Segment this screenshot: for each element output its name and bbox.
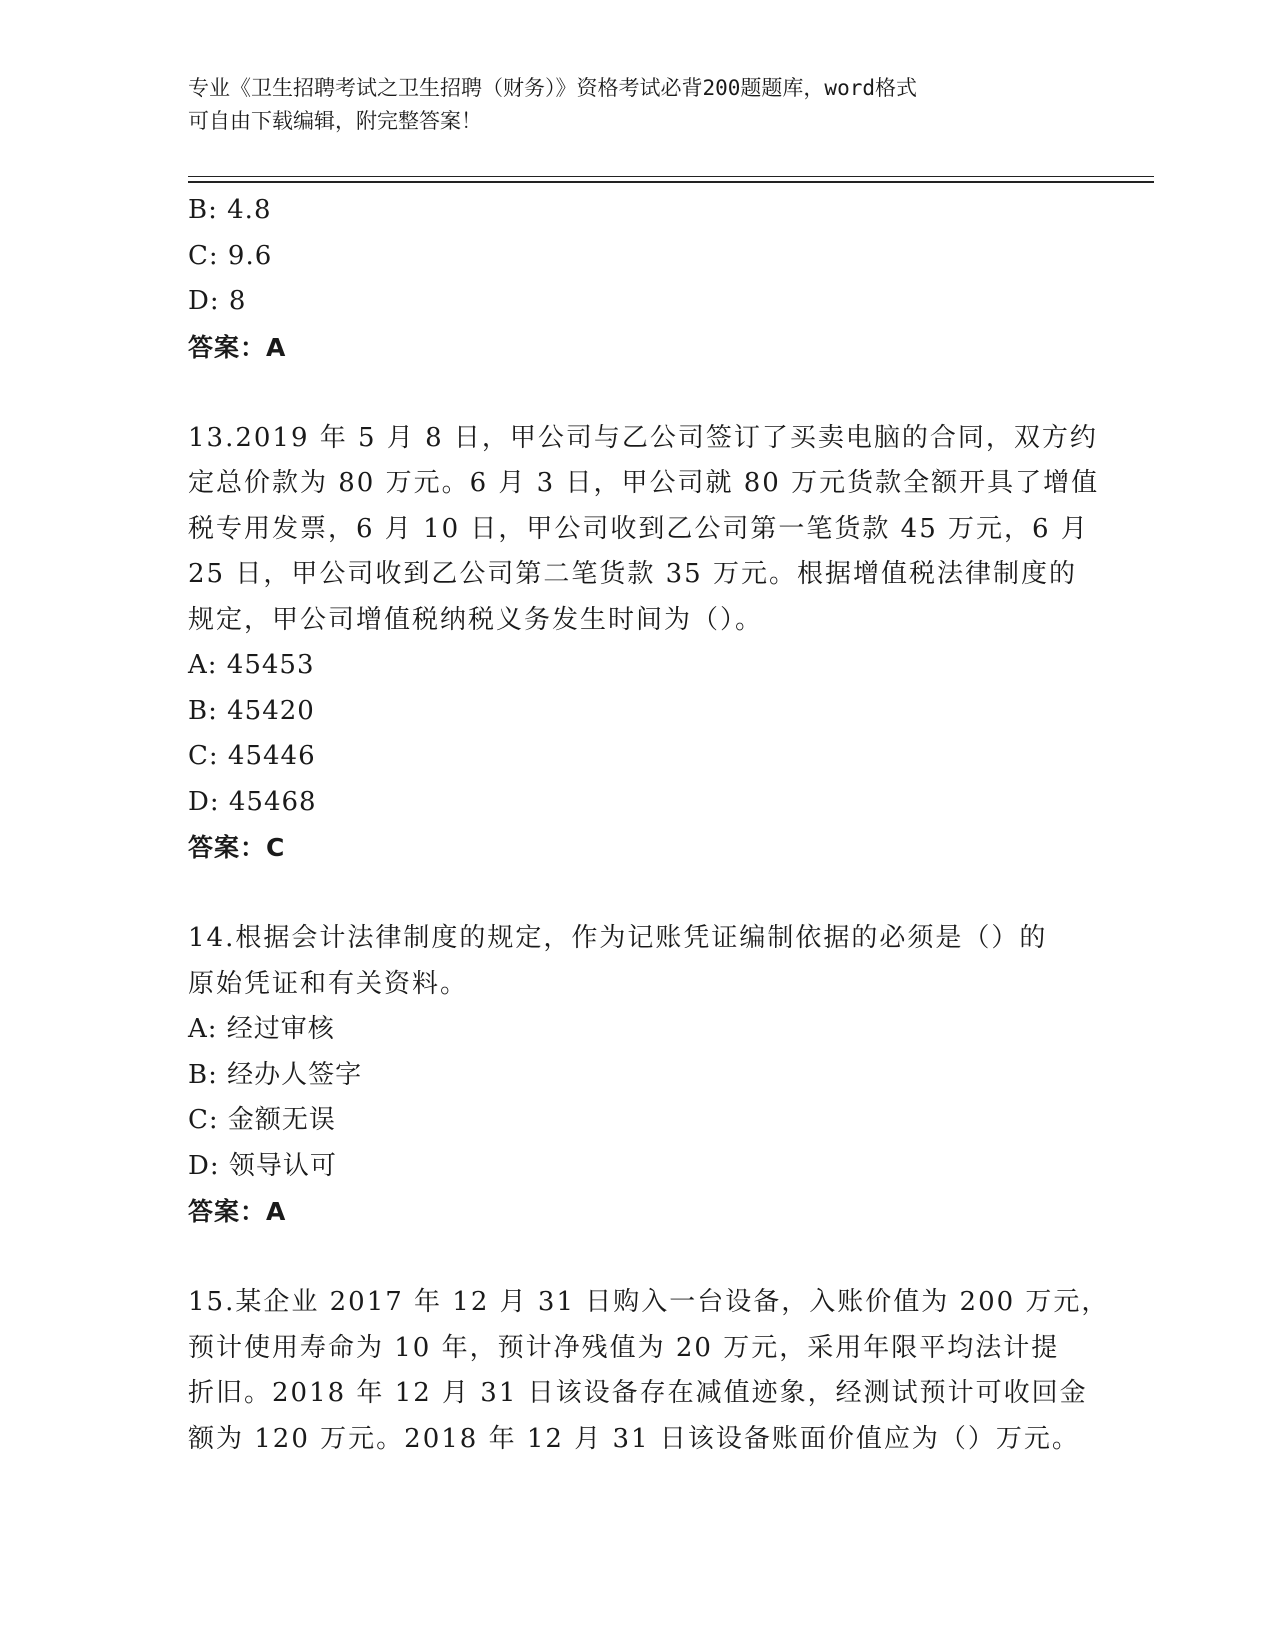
question-13: [188, 416, 1100, 871]
option-a: A: 经过审核: [188, 1014, 335, 1044]
question-14: [188, 916, 1088, 1235]
option-b: B: 经办人签字: [188, 1059, 363, 1090]
question-stem: [188, 916, 1088, 1007]
question-15: [188, 1280, 1110, 1462]
stem-line: 15.某企业 2017 年 12 月 31 日购入一台设备，入账价值为 200 万元，: [188, 1287, 1110, 1317]
header-line-1: 专业《卫生招聘考试之卫生招聘（财务）》资格考试必背200题题库，word格式: [188, 76, 917, 100]
stem-line: 14.根据会计法律制度的规定，作为记账凭证编制依据的必须是（）的: [188, 923, 1048, 953]
answer: 答案：C: [188, 833, 286, 862]
header-line-2: 可自由下载编辑，附完整答案！: [188, 109, 482, 133]
question-content: [188, 188, 1110, 1462]
stem-line: 原始凭证和有关资料。: [188, 968, 469, 999]
document-header: [188, 72, 1068, 138]
option-c: C: 9.6: [188, 240, 273, 271]
question-stem: [188, 1280, 1110, 1462]
answer: 答案：A: [188, 1197, 287, 1226]
answer: 答案：A: [188, 332, 287, 362]
option-d: D: 领导认可: [188, 1150, 337, 1181]
header-rule-thin: [188, 176, 1154, 177]
stem-line: 25 日，甲公司收到乙公司第二笔货款 35 万元。根据增值税法律制度的: [188, 559, 1077, 589]
stem-line: 税专用发票，6 月 10 日，甲公司收到乙公司第一笔货款 45 万元，6 月: [188, 513, 1089, 544]
question-stem: [188, 416, 1100, 644]
option-a: A: 45453: [188, 650, 315, 680]
option-b: B: 4.8: [188, 195, 272, 225]
option-d: D: 45468: [188, 786, 317, 817]
option-c: C: 45446: [188, 741, 316, 771]
option-c: C: 金额无误: [188, 1105, 336, 1135]
header-rule-thick: [188, 181, 1154, 183]
stem-line: 折旧。2018 年 12 月 31 日该设备存在减值迹象，经测试预计可收回金: [188, 1378, 1088, 1408]
stem-line: 13.2019 年 5 月 8 日，甲公司与乙公司签订了买卖电脑的合同，双方约: [188, 422, 1098, 453]
question-12-tail: [188, 188, 1088, 370]
stem-line: 额为 120 万元。2018 年 12 月 31 日该设备账面价值应为（）万元。: [188, 1423, 1080, 1454]
option-b: B: 45420: [188, 695, 315, 726]
stem-line: 定总价款为 80 万元。6 月 3 日，甲公司就 80 万元货款全额开具了增值: [188, 468, 1100, 498]
stem-line: 预计使用寿命为 10 年，预计净残值为 20 万元，采用年限平均法计提: [188, 1332, 1060, 1363]
stem-line: 规定，甲公司增值税纳税义务发生时间为（）。: [188, 604, 764, 635]
option-d: D: 8: [188, 286, 247, 316]
